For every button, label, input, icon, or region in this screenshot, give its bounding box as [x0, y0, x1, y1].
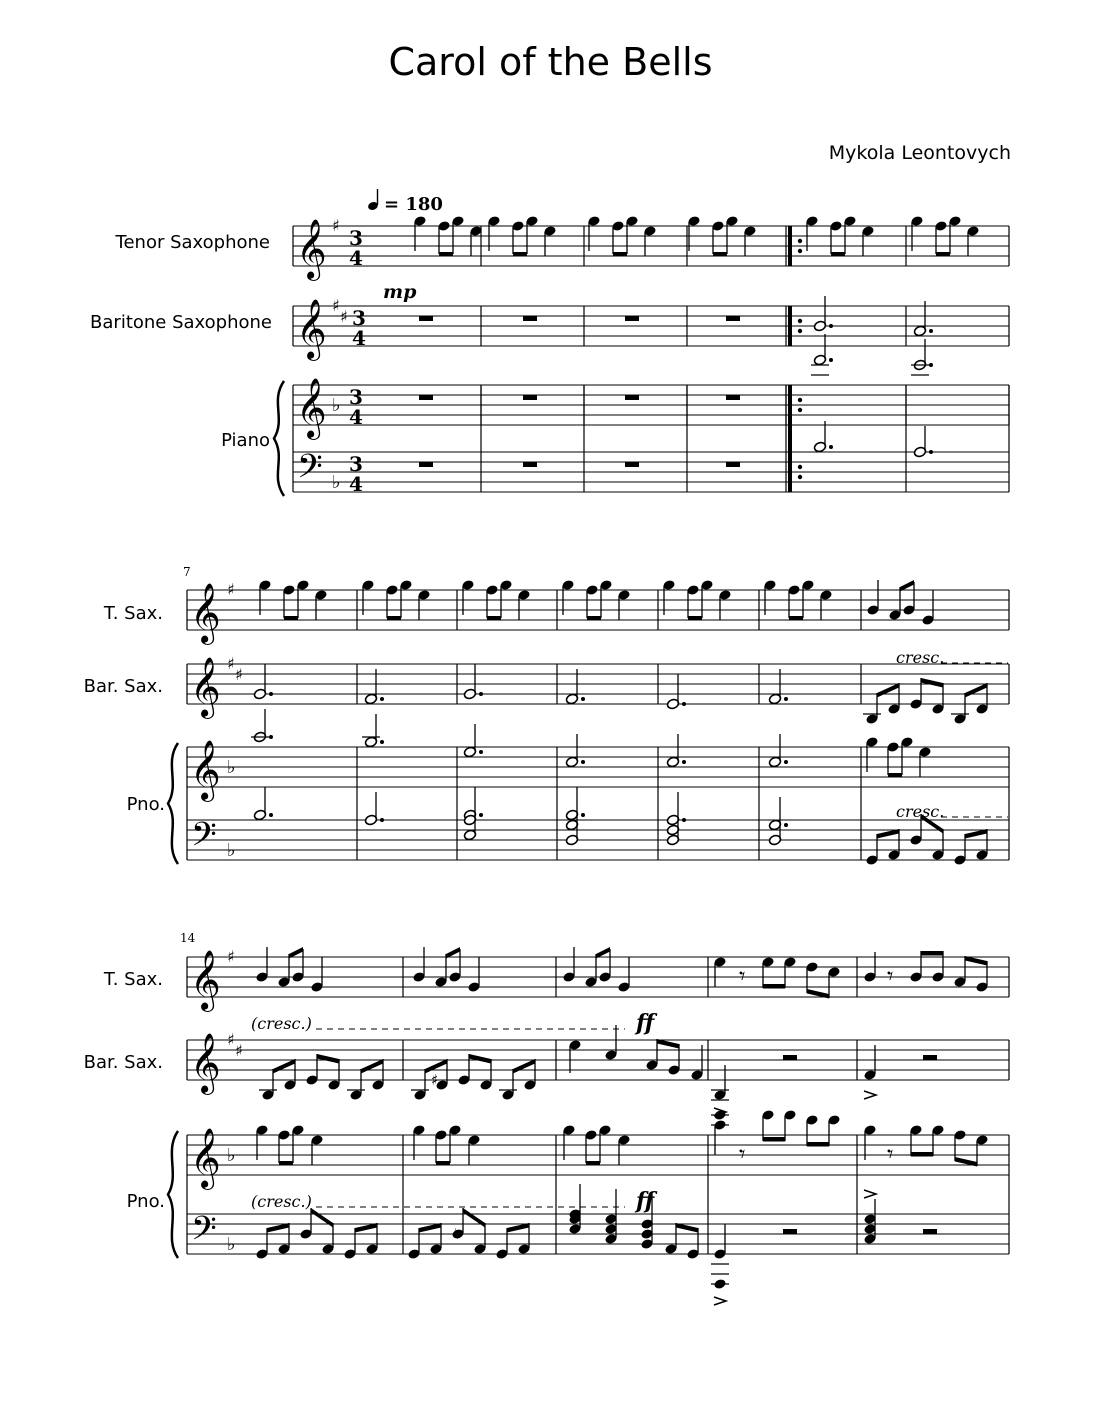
beam	[513, 1059, 535, 1074]
measure-number: 14	[180, 931, 196, 945]
augmentation-dot	[269, 735, 273, 739]
key-signature-sharp: ♯	[332, 296, 340, 315]
key-signature-sharp: ♯	[340, 307, 348, 326]
beam	[831, 252, 845, 257]
augmentation-dot	[581, 760, 585, 764]
eighth-rest: 𝄾	[739, 962, 746, 990]
repeat-thick-bar	[788, 306, 792, 346]
score-title: Carol of the Bells	[388, 40, 713, 84]
treble-clef-icon: 𝄞	[296, 219, 327, 279]
instrument-label-tenor-sax: Tenor Saxophone	[115, 232, 270, 253]
key-signature-sharp: ♯	[227, 947, 235, 966]
half-rest	[783, 1229, 797, 1234]
half-rest	[783, 1055, 797, 1060]
key-signature-flat: ♭	[227, 1234, 236, 1255]
instrument-label-piano: Piano	[221, 430, 270, 451]
accent-mark	[864, 1190, 876, 1198]
instrument-label-tenor-sax-short: T. Sax.	[103, 969, 163, 990]
beam	[936, 252, 950, 257]
augmentation-dot	[682, 702, 686, 706]
dynamic-cresc-continued: (cresc.)	[251, 1192, 312, 1211]
augmentation-dot	[829, 445, 833, 449]
augmentation-dot	[581, 813, 585, 817]
whole-rest	[523, 316, 537, 321]
beam	[965, 683, 987, 698]
repeat-dot	[798, 398, 802, 402]
dynamic-cresc: cresc.	[896, 802, 945, 821]
augmentation-dot	[929, 363, 933, 367]
whole-rest	[625, 462, 639, 467]
accidental-natural: ♮	[454, 1225, 460, 1243]
whole-rest	[726, 316, 740, 321]
augmentation-dot	[479, 813, 483, 817]
piano-brace	[168, 743, 178, 864]
beam	[387, 616, 401, 621]
tempo-marking	[367, 189, 443, 215]
treble-clef-icon: 𝄞	[190, 657, 221, 717]
beam	[613, 252, 627, 257]
treble-clef-icon: 𝄞	[190, 583, 221, 643]
augmentation-dot	[581, 697, 585, 701]
beam	[789, 616, 803, 621]
whole-rest	[726, 462, 740, 467]
augmentation-dot	[929, 329, 933, 333]
system-1	[274, 215, 1009, 496]
beam	[763, 984, 785, 989]
beam	[469, 1054, 491, 1064]
instrument-label-baritone-sax-short: Bar. Sax.	[83, 676, 163, 697]
key-signature-sharp: ♯	[227, 580, 235, 599]
beam	[317, 1054, 339, 1064]
key-signature-sharp: ♯	[227, 1030, 235, 1049]
eighth-rest: 𝄾	[739, 1140, 746, 1168]
accent-mark	[864, 1091, 876, 1099]
treble-clef-icon: 𝄞	[296, 378, 327, 438]
augmentation-dot	[479, 750, 483, 754]
beam	[463, 1208, 485, 1228]
key-signature-sharp: ♯	[235, 1041, 243, 1060]
half-rest	[923, 1229, 937, 1234]
treble-clef-icon: 𝄞	[190, 1033, 221, 1093]
dynamic-ff: ff	[636, 1010, 655, 1036]
dynamic-cresc: cresc.	[896, 648, 945, 667]
beam	[877, 683, 899, 698]
repeat-thick-bar	[788, 385, 792, 492]
repeat-dot	[798, 408, 802, 412]
time-signature-denominator: 4	[349, 246, 363, 270]
time-signature-numerator: 3	[349, 452, 363, 476]
dynamic-mp: mp	[383, 281, 417, 303]
key-signature-flat: ♭	[227, 757, 236, 778]
bass-clef-icon: 𝄢	[191, 1210, 217, 1256]
augmentation-dot	[829, 358, 833, 362]
augmentation-dot	[380, 818, 384, 822]
accidental-sharp: ♯	[431, 1071, 439, 1089]
system-3	[168, 947, 1009, 1305]
beam	[921, 678, 943, 688]
key-signature-sharp: ♯	[227, 654, 235, 673]
beam	[911, 1152, 933, 1157]
key-signature-flat: ♭	[227, 840, 236, 861]
instrument-label-tenor-sax-short: T. Sax.	[103, 603, 163, 624]
beam	[439, 252, 453, 257]
repeat-dot	[798, 465, 802, 469]
instrument-label-baritone-sax: Baritone Saxophone	[90, 312, 272, 333]
augmentation-dot	[682, 818, 686, 822]
augmentation-dot	[784, 697, 788, 701]
beam	[284, 616, 298, 621]
half-rest	[923, 1055, 937, 1060]
beam	[279, 1161, 293, 1166]
beam	[713, 252, 727, 257]
beam	[688, 616, 702, 621]
beam	[587, 616, 601, 621]
beam	[888, 773, 902, 778]
eighth-rest: 𝄾	[887, 1140, 894, 1168]
repeat-dot	[798, 319, 802, 323]
augmentation-dot	[682, 760, 686, 764]
measure-number: 7	[183, 565, 191, 579]
system-2	[168, 579, 1009, 866]
key-signature-flat: ♭	[227, 1145, 236, 1166]
piano-brace	[168, 1131, 178, 1258]
instrument-label-baritone-sax-short: Bar. Sax.	[83, 1052, 163, 1073]
key-signature-flat: ♭	[332, 395, 341, 416]
beam	[311, 1208, 333, 1228]
dynamic-cresc-continued: (cresc.)	[251, 1014, 312, 1033]
repeat-dot	[798, 475, 802, 479]
augmentation-dot	[784, 823, 788, 827]
whole-rest	[523, 395, 537, 400]
instrument-label-piano-short: Pno.	[126, 794, 165, 815]
whole-rest	[523, 462, 537, 467]
beam	[586, 1161, 600, 1166]
dynamic-ff: ff	[636, 1188, 655, 1214]
beam	[921, 951, 943, 956]
treble-clef-icon: 𝄞	[296, 299, 327, 359]
repeat-thick-bar	[788, 226, 792, 266]
augmentation-dot	[269, 813, 273, 817]
time-signature-denominator: 4	[352, 326, 366, 350]
whole-rest	[625, 395, 639, 400]
augmentation-dot	[269, 692, 273, 696]
whole-rest	[419, 462, 433, 467]
time-signature-numerator: 3	[349, 385, 363, 409]
beam	[487, 616, 501, 621]
beam	[273, 1059, 295, 1074]
key-signature-sharp: ♯	[235, 665, 243, 684]
instrument-label-piano-short: Pno.	[126, 1191, 165, 1212]
time-signature-denominator: 4	[349, 405, 363, 429]
augmentation-dot	[479, 692, 483, 696]
whole-rest	[419, 316, 433, 321]
augmentation-dot	[829, 324, 833, 328]
bass-clef-icon: 𝄢	[297, 448, 323, 494]
whole-rest	[726, 395, 740, 400]
key-signature-flat: ♭	[332, 472, 341, 493]
accent-mark	[714, 1297, 726, 1305]
beam	[513, 252, 527, 257]
treble-clef-icon: 𝄞	[190, 950, 221, 1010]
key-signature-sharp: ♯	[332, 216, 340, 235]
tempo-value: = 180	[384, 194, 443, 215]
treble-clef-icon: 𝄞	[190, 740, 221, 800]
eighth-rest: 𝄾	[887, 962, 894, 990]
beam	[361, 1059, 383, 1074]
whole-rest	[625, 316, 639, 321]
beam	[807, 1142, 829, 1147]
augmentation-dot	[929, 450, 933, 454]
time-signature-numerator: 3	[352, 306, 366, 330]
time-signature-denominator: 4	[349, 472, 363, 496]
beam	[436, 1161, 450, 1166]
bass-clef-icon: 𝄢	[191, 816, 217, 862]
composer-name: Mykola Leontovych	[828, 142, 1011, 164]
augmentation-dot	[380, 740, 384, 744]
time-signature-numerator: 3	[349, 226, 363, 250]
repeat-dot	[798, 239, 802, 243]
beam	[763, 1137, 785, 1142]
augmentation-dot	[784, 760, 788, 764]
augmentation-dot	[380, 697, 384, 701]
repeat-dot	[798, 329, 802, 333]
piano-brace	[274, 381, 284, 496]
treble-clef-icon: 𝄞	[190, 1128, 221, 1188]
repeat-dot	[798, 249, 802, 253]
whole-rest	[419, 395, 433, 400]
